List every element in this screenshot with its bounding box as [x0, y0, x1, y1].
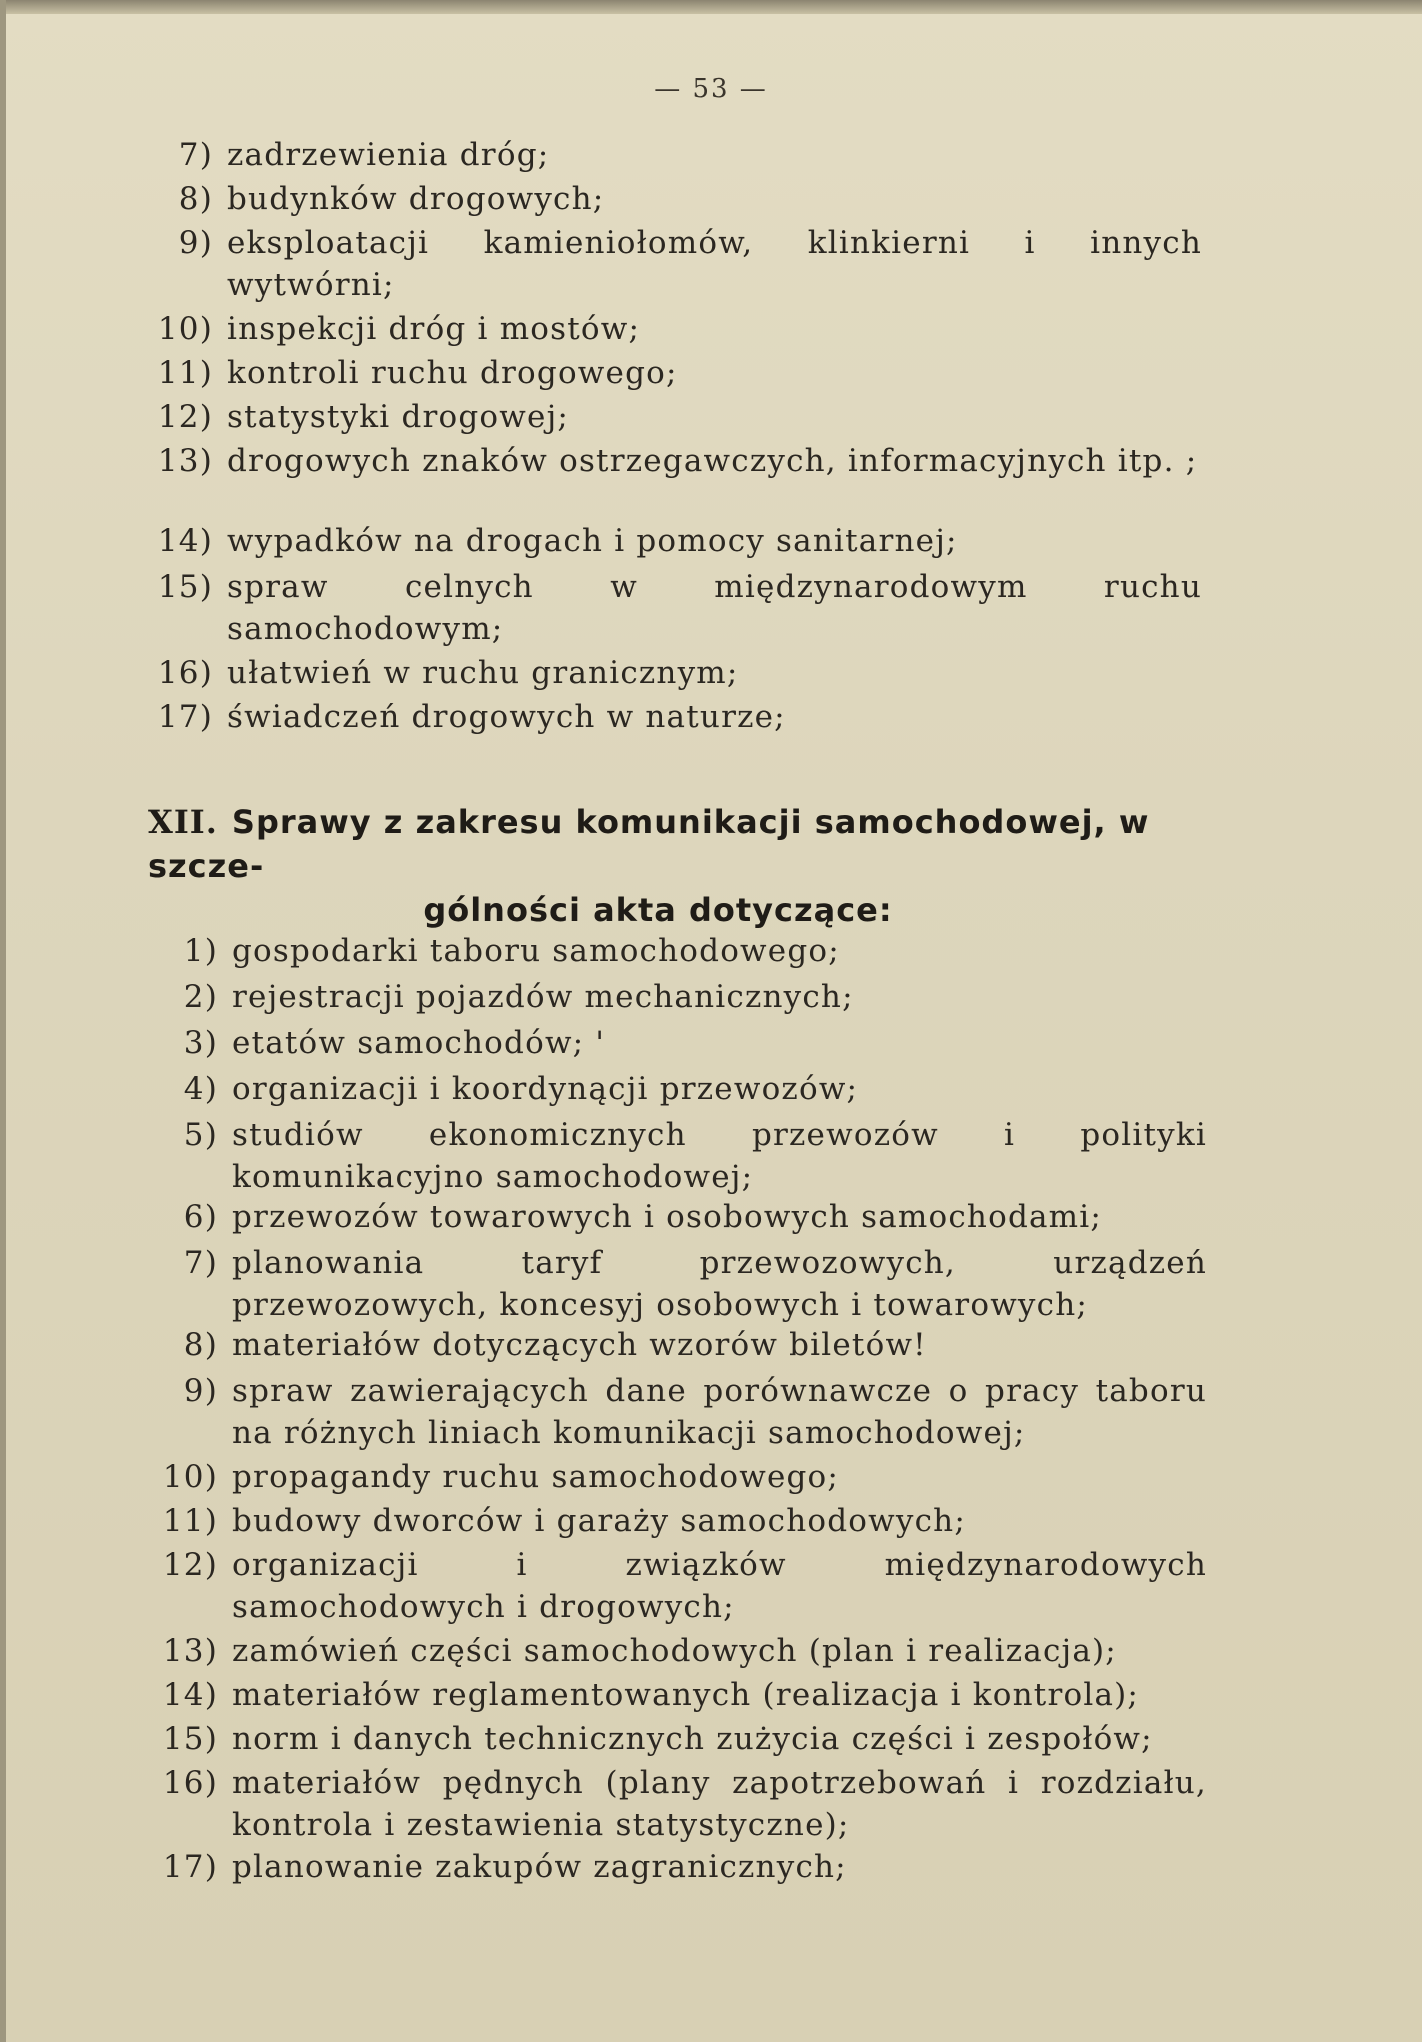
item-text: statystyki drogowej; [227, 399, 570, 435]
item-text: spraw celnych w międzynarodowym ruchu samochodowym; [227, 569, 1202, 647]
item-number: 10) [162, 1459, 218, 1495]
item-text: spraw zawierających dane porównawcze o pracy taboru na różnych liniach komunikacji samochodowej; [232, 1373, 1207, 1451]
item-text: norm i danych technicznych zużycia części i zespołów; [232, 1721, 1153, 1757]
item-number: 12) [157, 399, 213, 435]
list-item [135, 134, 1202, 176]
item-number: 16) [162, 1765, 218, 1801]
list-item [135, 396, 1202, 438]
item-number: 14) [162, 1677, 218, 1713]
list-item [140, 1114, 1207, 1198]
list-item [140, 1242, 1207, 1326]
item-number: 9) [183, 1373, 218, 1409]
item-number: 8) [178, 181, 213, 217]
list-item [135, 178, 1202, 220]
item-text: wypadków na drogach i pomocy sanitarnej; [227, 523, 958, 559]
list-item [140, 1500, 1207, 1542]
item-text: gospodarki taboru samochodowego; [232, 933, 840, 969]
item-number: 6) [183, 1199, 218, 1235]
item-text: budowy dworców i garaży samochodowych; [232, 1503, 966, 1539]
item-text: zadrzewienia dróg; [227, 137, 550, 173]
list-item [140, 1846, 1207, 1888]
list-item [140, 1324, 1207, 1366]
item-text: etatów samochodów; ' [232, 1025, 606, 1061]
item-text: eksploatacji kamieniołomów, klinkierni i innych wytwórni; [227, 225, 1202, 303]
list-item [135, 520, 1202, 562]
item-text: planowanie zakupów zagranicznych; [232, 1849, 847, 1885]
item-text: materiałów dotyczących wzorów biletów! [232, 1327, 927, 1363]
item-text: propagandy ruchu samochodowego; [232, 1459, 840, 1495]
list-item [140, 1370, 1207, 1454]
item-number: 11) [162, 1503, 218, 1539]
list-item [140, 1068, 1207, 1110]
list-item [135, 308, 1202, 350]
item-number: 9) [178, 225, 213, 261]
list-item [135, 566, 1202, 650]
list-item [140, 930, 1207, 972]
list-item [140, 1196, 1207, 1238]
item-number: 13) [157, 443, 213, 479]
item-number: 2) [183, 979, 218, 1015]
list-item [140, 1022, 1207, 1064]
list-item [135, 652, 1202, 694]
item-text: kontroli ruchu drogowego; [227, 355, 678, 391]
item-text: studiów ekonomicznych przewozów i polityki komunikacyjno samochodowej; [232, 1117, 1207, 1195]
list-item [140, 1674, 1207, 1716]
item-number: 3) [183, 1025, 218, 1061]
list-item [140, 1544, 1207, 1628]
item-text: drogowych znaków ostrzegawczych, informacyjnych itp. ; [227, 443, 1198, 479]
item-text: inspekcji dróg i mostów; [227, 311, 641, 347]
item-text: ułatwień w ruchu granicznym; [227, 655, 739, 691]
list-item [135, 696, 1202, 738]
item-number: 4) [183, 1071, 218, 1107]
item-number: 7) [183, 1245, 218, 1281]
item-number: 11) [157, 355, 213, 391]
section-roman-numeral: XII. [148, 803, 218, 841]
section-heading-line1: Sprawy z zakresu komunikacji samochodowej, w szcze- [148, 803, 1150, 885]
item-number: 8) [183, 1327, 218, 1363]
item-number: 15) [157, 569, 213, 605]
item-number: 17) [162, 1849, 218, 1885]
list-item [135, 352, 1202, 394]
list-item [135, 222, 1202, 306]
item-number: 16) [157, 655, 213, 691]
item-number: 12) [162, 1547, 218, 1583]
item-text: świadczeń drogowych w naturze; [227, 699, 786, 735]
list-item [135, 440, 1202, 482]
list-item [140, 1630, 1207, 1672]
item-number: 7) [178, 137, 213, 173]
list-item [140, 1762, 1207, 1846]
page-top-edge [0, 0, 1422, 14]
item-number: 1) [183, 933, 218, 969]
page-left-edge [0, 0, 6, 2042]
item-number: 15) [162, 1721, 218, 1757]
item-text: przewozów towarowych i osobowych samochodami; [232, 1199, 1103, 1235]
section-heading-line2: gólności akta dotyczące: [423, 891, 893, 929]
item-number: 13) [162, 1633, 218, 1669]
item-number: 5) [183, 1117, 218, 1153]
item-text: organizacji i związków międzynarodowych samochodowych i drogowych; [232, 1547, 1207, 1625]
list-item [140, 976, 1207, 1018]
item-number: 14) [157, 523, 213, 559]
item-text: materiałów reglamentowanych (realizacja i kontrola); [232, 1677, 1140, 1713]
section-heading [148, 800, 1248, 932]
page-number: — 53 — [654, 74, 768, 104]
item-text: zamówień części samochodowych (plan i realizacja); [232, 1633, 1117, 1669]
item-text: planowania taryf przewozowych, urządzeń przewozowych, koncesyj osobowych i towarowych; [232, 1245, 1207, 1323]
item-number: 17) [157, 699, 213, 735]
item-number: 10) [157, 311, 213, 347]
item-text: budynków drogowych; [227, 181, 605, 217]
list-item [140, 1456, 1207, 1498]
item-text: rejestracji pojazdów mechanicznych; [232, 979, 854, 1015]
list-item [140, 1718, 1207, 1760]
item-text: materiałów pędnych (plany zapotrzebowań i rozdziału, kontrola i zestawienia statystyczne); [232, 1765, 1207, 1843]
item-text: organizacji i koordynącji przewozów; [232, 1071, 859, 1107]
